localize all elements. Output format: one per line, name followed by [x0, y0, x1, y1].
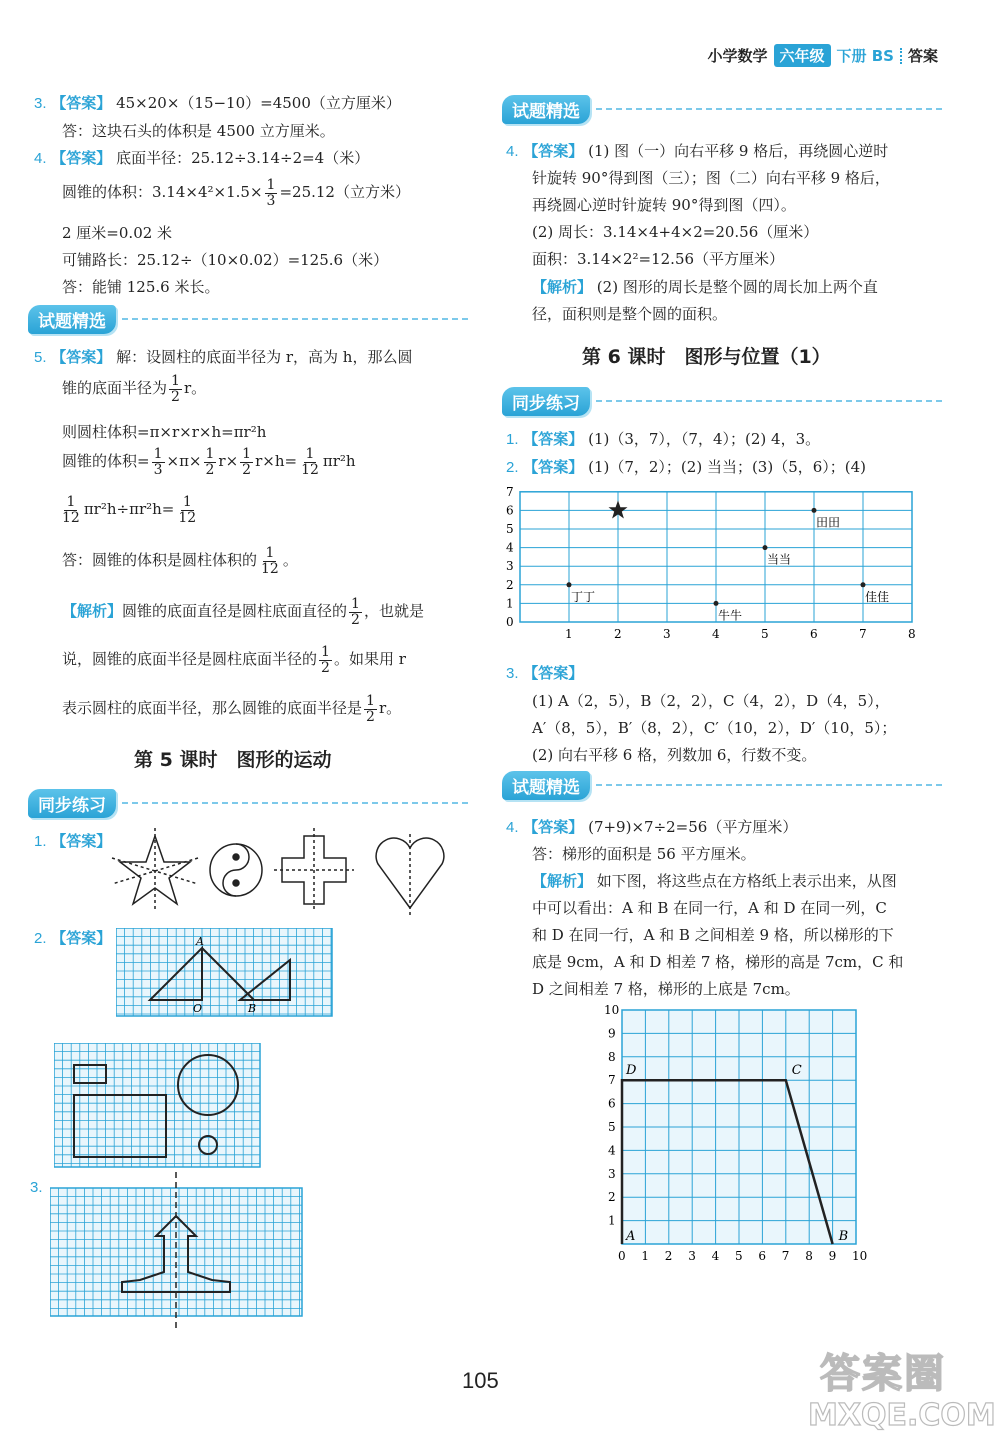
answer-text: 径，面积则是整个圆的面积。: [532, 305, 728, 323]
answer-text: πr²h: [322, 452, 356, 471]
answer-text: 圆锥的体积：3.14×4²×1.5×: [62, 183, 263, 202]
x-tick-label: 2: [664, 1249, 673, 1263]
answer-tag: 【答案】: [51, 149, 112, 167]
trapezoid-grid: [596, 1004, 876, 1266]
grid-point: [763, 545, 768, 550]
answer-text: (1)（7，2）；(2) 当当；(3)（5，6）；(4): [588, 458, 867, 476]
header-subject: 小学数学: [707, 47, 768, 65]
y-tick-label: 6: [608, 1096, 616, 1111]
question-number: 4.: [506, 819, 519, 836]
answer-text: 锥的底面半径为: [62, 379, 168, 398]
answer-tag: 【答案】: [51, 929, 112, 947]
section-banner: 试题精选: [502, 94, 942, 124]
answer-text: 针旋转 90°得到图（三）；图（二）向右平移 9 格后，: [532, 169, 890, 187]
header-grade: 六年级: [774, 44, 831, 67]
answer-text: r。: [183, 379, 207, 398]
rotation-grid: [116, 928, 334, 1018]
answer-text: 可铺路长：25.12÷（10×0.02）=125.6（米）: [62, 251, 389, 269]
x-tick-label: 7: [781, 1249, 790, 1263]
analysis-tag: 【解析】: [532, 278, 593, 296]
question-number: 3.: [34, 95, 47, 112]
section-banner: 试题精选: [28, 304, 468, 334]
x-tick-label: 8: [805, 1249, 813, 1263]
question-number: 4.: [506, 143, 519, 160]
question-number: 3.: [30, 1179, 43, 1196]
answer-text: ×π×: [166, 452, 202, 471]
cross-figure: [274, 828, 354, 912]
y-tick-label: 0: [506, 615, 514, 629]
analysis-tag: 【解析】: [62, 602, 123, 621]
section-banner: 同步练习: [28, 788, 468, 818]
point-name-label: 牛牛: [718, 608, 743, 623]
fraction: $\frac{1}{2}$: [205, 446, 215, 478]
fraction: $\frac{1}{12}$: [261, 545, 279, 577]
x-tick-label: 10: [852, 1249, 868, 1263]
answer-text: 45×20×（15−10）=4500（立方厘米）: [116, 94, 401, 112]
position-grid: [500, 482, 930, 652]
x-tick-label: 5: [761, 627, 769, 641]
y-tick-label: 4: [506, 540, 514, 555]
y-tick-label: 8: [608, 1049, 616, 1064]
answer-text: (1) A（2，5），B（2，2），C（4，2），D（4，5），: [532, 692, 890, 710]
grid-point: [812, 508, 817, 513]
yin-yang-figure: [210, 844, 262, 896]
answer-text: πr²h÷πr²h=: [83, 500, 175, 519]
answer-text: 再绕圆心逆时针旋转 90°得到图（四）。: [532, 196, 796, 214]
answer-text: 面积：3.14×2²=12.56（平方厘米）: [532, 250, 785, 268]
answer-tag: 【答案】: [523, 430, 584, 448]
header-volume: 下册 BS: [836, 47, 894, 65]
answer-text: 答：这块石头的体积是 4500 立方厘米。: [62, 122, 335, 140]
point-label: B: [248, 1002, 257, 1015]
answer-text: 解：设圆柱的底面半径为 r，高为 h，那么圆: [116, 348, 413, 366]
fraction: $\frac{1}{2}$: [351, 596, 360, 628]
answer-text: 圆锥的体积=: [62, 452, 150, 471]
y-tick-label: 1: [608, 1213, 616, 1228]
answer-text: 。如果用 r: [333, 650, 406, 669]
fraction: $\frac{1}{12}$: [178, 494, 197, 526]
question-number: 2.: [506, 459, 519, 476]
watermark-logo: 答案圈: [820, 1351, 946, 1397]
heart-figure: [376, 834, 444, 916]
point-name-label: 田田: [816, 515, 841, 530]
fraction: $\frac{1}{2}$: [366, 693, 375, 725]
fraction: $\frac{1}{2}$: [321, 644, 330, 676]
answer-text: 底面半径：25.12÷3.14÷2=4（米）: [116, 149, 370, 167]
answer-tag: 【答案】: [523, 142, 584, 160]
x-tick-label: 4: [711, 1249, 720, 1263]
section-banner: 同步练习: [502, 386, 942, 416]
question-number: 5.: [34, 349, 47, 366]
answer-tag: 【答案】: [51, 832, 112, 850]
y-tick-label: 5: [506, 522, 514, 536]
point-name-label: 丁丁: [571, 589, 596, 604]
fraction: $\frac{1}{12}$: [301, 446, 319, 478]
x-tick-label: 5: [735, 1249, 743, 1263]
answer-text: 和 D 在同一行，A 和 B 之间相差 9 格，所以梯形的下: [532, 926, 894, 944]
answer-text: D 之间相差 7 格，梯形的上底是 7cm。: [532, 980, 800, 998]
section-banner: 试题精选: [502, 770, 942, 800]
fraction: $\frac{1}{3}$: [153, 446, 163, 478]
lesson-title: 第 5 课时 图形的运动: [134, 749, 332, 771]
translation-grid: [54, 1043, 262, 1169]
point-label: A: [196, 935, 204, 948]
answer-text: 中可以看出：A 和 B 在同一行，A 和 D 在同一列，C: [532, 899, 887, 917]
x-tick-label: 3: [663, 627, 671, 641]
y-tick-label: 4: [608, 1143, 616, 1158]
x-tick-label: 2: [614, 627, 622, 641]
x-tick-label: 6: [758, 1249, 767, 1263]
answer-text: 。: [282, 551, 298, 570]
grid-point: [567, 582, 572, 587]
page-header: [707, 44, 938, 67]
y-tick-label: 1: [506, 596, 514, 611]
x-tick-label: 0: [618, 1249, 626, 1263]
y-tick-label: 6: [506, 503, 514, 518]
symmetry-grid: [50, 1172, 304, 1334]
x-tick-label: 7: [859, 627, 867, 641]
point-label: O: [193, 1002, 203, 1015]
answer-text: ，也就是: [363, 602, 424, 621]
answer-text: 答：能铺 125.6 米长。: [62, 278, 220, 296]
answer-text: (7+9)×7÷2=56（平方厘米）: [588, 818, 798, 836]
x-tick-label: 1: [565, 627, 573, 641]
watermark-url: MXQE.COM: [808, 1398, 996, 1433]
fraction: $\frac{1}{2}$: [171, 373, 180, 405]
point-name-label: 当当: [767, 552, 792, 567]
point-label: D: [626, 1063, 637, 1079]
answer-text: A′（8，5），B′（8，2），C′（10，2），D′（10，5）；: [532, 719, 897, 737]
point-name-label: 佳佳: [865, 589, 890, 604]
answer-text: 底是 9cm，A 和 D 相差 7 格，梯形的高是 7cm，C 和: [532, 953, 904, 971]
question-number: 4.: [34, 150, 47, 167]
answer-text: (1) 图（一）向右平移 9 格后，再绕圆心逆时: [588, 142, 889, 160]
page-number: 105: [462, 1368, 499, 1393]
answer-tag: 【答案】: [51, 348, 112, 366]
point-label: C: [791, 1063, 802, 1079]
fraction: $\frac{1}{3}$: [266, 177, 276, 209]
answer-text: 表示圆柱的底面半径，那么圆锥的底面半径是: [62, 699, 363, 718]
answer-text: 答：圆锥的体积是圆柱体积的: [62, 551, 258, 570]
grid-point: [861, 582, 866, 587]
analysis-tag: 【解析】: [532, 872, 593, 890]
star-figure: [112, 828, 198, 912]
x-tick-label: 3: [688, 1249, 696, 1263]
answer-text: 则圆柱体积=π×r×r×h=πr²h: [62, 423, 267, 441]
question-number: 3.: [506, 665, 519, 682]
grid-point: [714, 601, 719, 606]
answer-text: 圆锥的底面直径是圆柱底面直径的: [122, 602, 348, 621]
y-tick-label: 9: [608, 1026, 616, 1041]
answer-text: (2) 图形的周长是整个圆的周长加上两个直: [596, 278, 878, 296]
answer-text: 答：梯形的面积是 56 平方厘米。: [532, 845, 756, 863]
question-number: 1.: [34, 833, 47, 850]
fraction: $\frac{1}{12}$: [62, 494, 80, 526]
y-tick-label: 2: [608, 1190, 616, 1205]
point-label: A: [626, 1229, 636, 1244]
point-label: B: [838, 1229, 849, 1244]
answer-text: 说，圆锥的底面半径是圆柱底面半径的: [62, 650, 318, 669]
y-tick-label: 3: [506, 559, 514, 574]
x-tick-label: 1: [641, 1249, 650, 1263]
answer-text: r×h=: [255, 452, 298, 471]
fraction: $\frac{1}{2}$: [242, 446, 252, 478]
x-tick-label: 6: [810, 627, 818, 641]
symmetry-figures: [110, 828, 450, 918]
lesson-title: 第 6 课时 图形与位置（1）: [582, 346, 831, 368]
answer-text: 如下图，将这些点在方格纸上表示出来，从图: [596, 872, 897, 890]
answer-text: =25.12（立方米）: [279, 183, 410, 202]
answer-text: r×: [218, 452, 239, 471]
x-tick-label: 9: [828, 1249, 837, 1263]
answer-tag: 【答案】: [523, 664, 584, 682]
question-number: 1.: [506, 431, 519, 448]
answer-text: (2) 周长：3.14×4+4×2=20.56（厘米）: [532, 223, 819, 241]
answer-tag: 【答案】: [523, 818, 584, 836]
answer-text: 2 厘米=0.02 米: [62, 224, 173, 242]
y-tick-label: 7: [506, 484, 514, 499]
answer-text: (1)（3，7），（7，4）；(2) 4，3。: [588, 430, 821, 448]
y-tick-label: 2: [506, 577, 514, 592]
answer-tag: 【答案】: [523, 458, 584, 476]
answer-text: (2) 向右平移 6 格，列数加 6，行数不变。: [532, 746, 817, 764]
question-number: 2.: [34, 930, 47, 947]
header-divider: [900, 48, 902, 64]
x-tick-label: 8: [908, 627, 916, 641]
x-tick-label: 4: [712, 627, 720, 641]
y-tick-label: 3: [608, 1166, 616, 1181]
y-tick-label: 10: [604, 1004, 620, 1017]
header-answers: 答案: [907, 47, 938, 65]
answer-tag: 【答案】: [51, 94, 112, 112]
y-tick-label: 5: [608, 1120, 616, 1134]
answer-text: r。: [378, 699, 402, 718]
y-tick-label: 7: [608, 1073, 616, 1088]
